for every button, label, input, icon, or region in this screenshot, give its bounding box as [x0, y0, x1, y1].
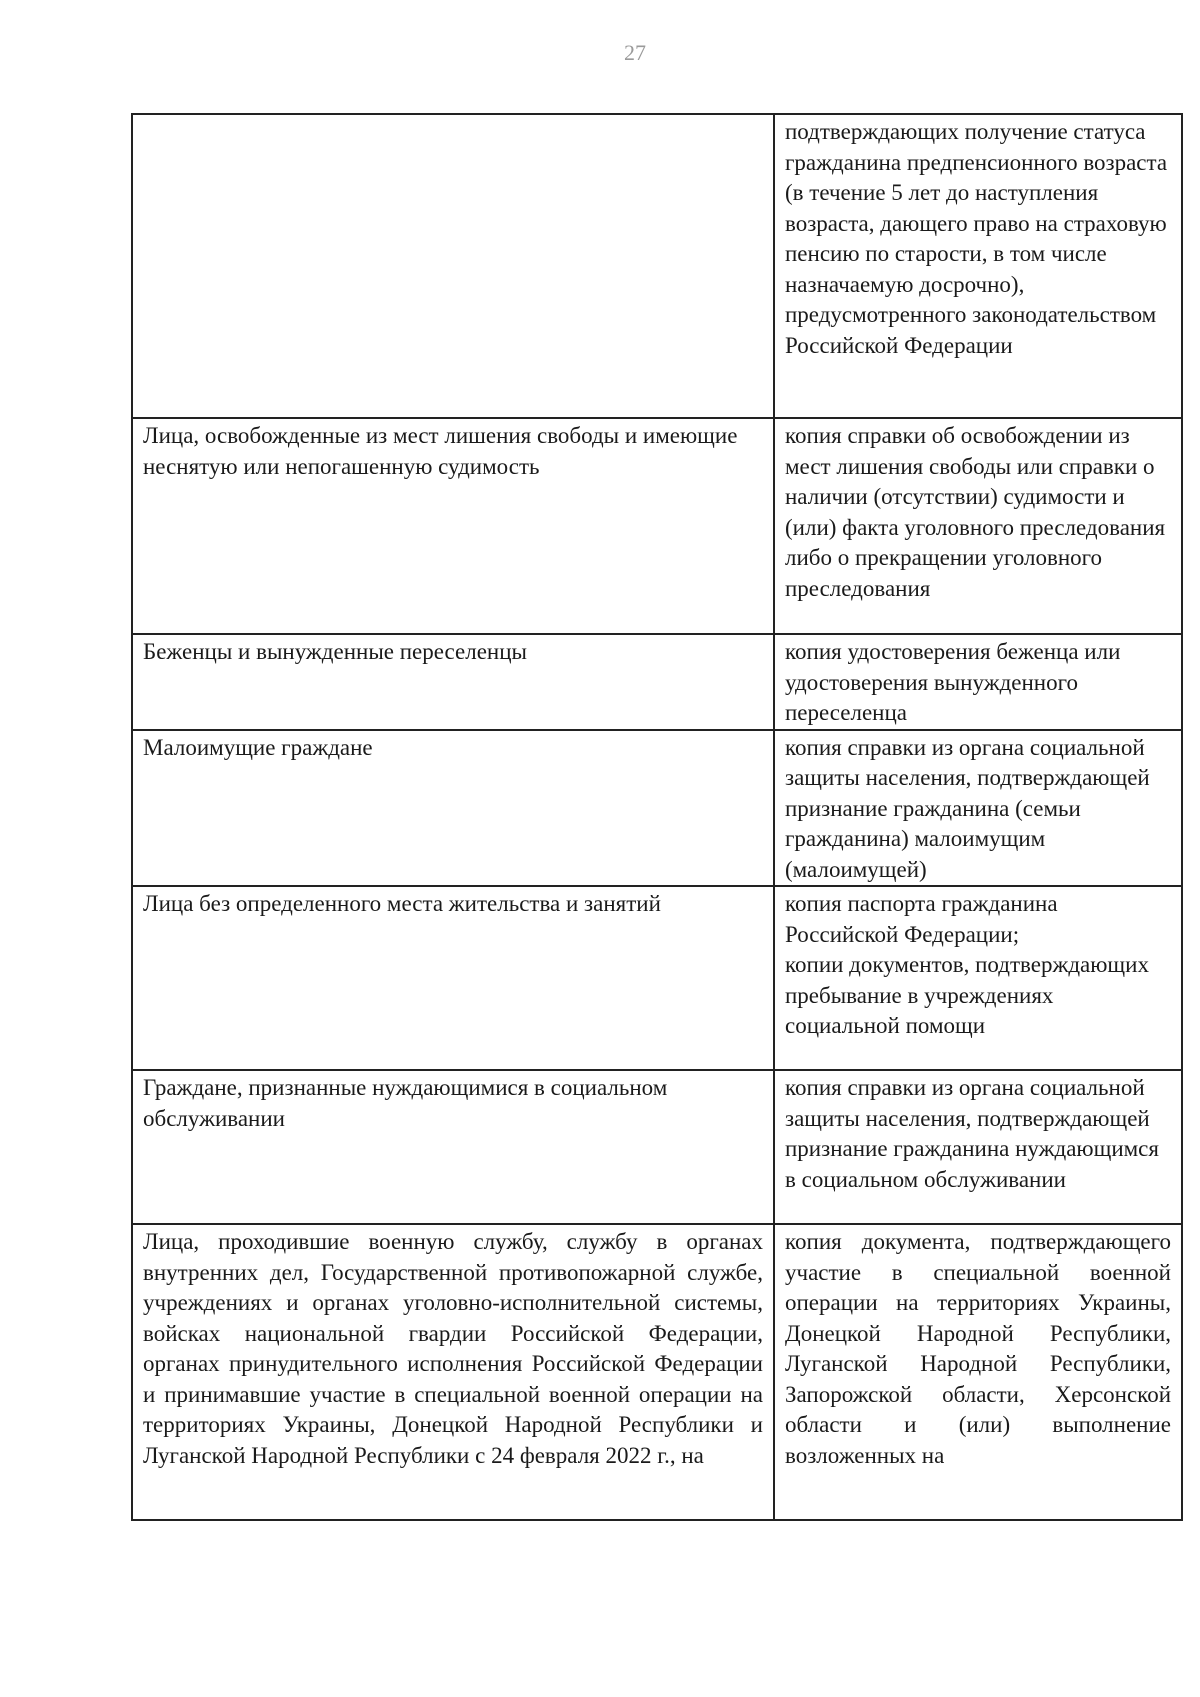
documents-line: копия паспорта гражданина Российской Федерации; — [785, 891, 1058, 947]
table-row — [132, 114, 1182, 418]
table-row — [132, 886, 1182, 1070]
category-cell: Лица без определенного места жительства и занятий — [132, 886, 774, 1070]
documents-cell: копия документа, подтверждающего участие в специальной военной операции на территориях Украины, Донецкой Народной Республики, Луганской Народной Республики, Запорожской области, Херсонской области и (или) выполнение возложенных на — [774, 1224, 1182, 1520]
table-row — [132, 730, 1182, 887]
documents-cell — [774, 886, 1182, 1070]
table-row — [132, 418, 1182, 634]
documents-cell: копия справки из органа социальной защиты населения, подтверждающей признание гражданина нуждающимся в социальном обслуживании — [774, 1070, 1182, 1224]
documents-cell: копия удостоверения беженца или удостоверения вынужденного переселенца — [774, 634, 1182, 730]
category-cell: Граждане, признанные нуждающимися в социальном обслуживании — [132, 1070, 774, 1224]
table-row — [132, 1224, 1182, 1520]
documents-line: копии документов, подтверждающих пребывание в учреждениях социальной помощи — [785, 952, 1149, 1038]
category-cell: Лица, проходившие военную службу, службу в органах внутренних дел, Государственной противопожарной службе, учреждениях и органах уголовно-исполнительной системы, войсках национальной гвардии Российской Федерации, органах принудительного исполнения Российской Федерации и принимавшие участие в специальной военной операции на территориях Украины, Донецкой Народной Республики и Луганской Народной Республики с 24 февраля 2022 г., на — [132, 1224, 774, 1520]
category-cell: Лица, освобожденные из мест лишения свободы и имеющие неснятую или непогашенную судимость — [132, 418, 774, 634]
documents-cell: копия справки об освобождении из мест лишения свободы или справки о наличии (отсутствии) судимости и (или) факта уголовного преследования либо о прекращении уголовного преследования — [774, 418, 1182, 634]
documents-cell: подтверждающих получение статуса гражданина предпенсионного возраста (в течение 5 лет до наступления возраста, дающего право на страховую пенсию по старости, в том числе назначаемую досрочно), предусмотренного законодательством Российской Федерации — [774, 114, 1182, 418]
table-row — [132, 634, 1182, 730]
category-cell: Беженцы и вынужденные переселенцы — [132, 634, 774, 730]
category-cell: Малоимущие граждане — [132, 730, 774, 887]
documents-cell: копия справки из органа социальной защиты населения, подтверждающей признание гражданина (семьи гражданина) малоимущим (малоимущей) — [774, 730, 1182, 887]
category-cell — [132, 114, 774, 418]
page-number: 27 — [624, 40, 646, 65]
table-row — [132, 1070, 1182, 1224]
documents-table — [131, 113, 1183, 1521]
